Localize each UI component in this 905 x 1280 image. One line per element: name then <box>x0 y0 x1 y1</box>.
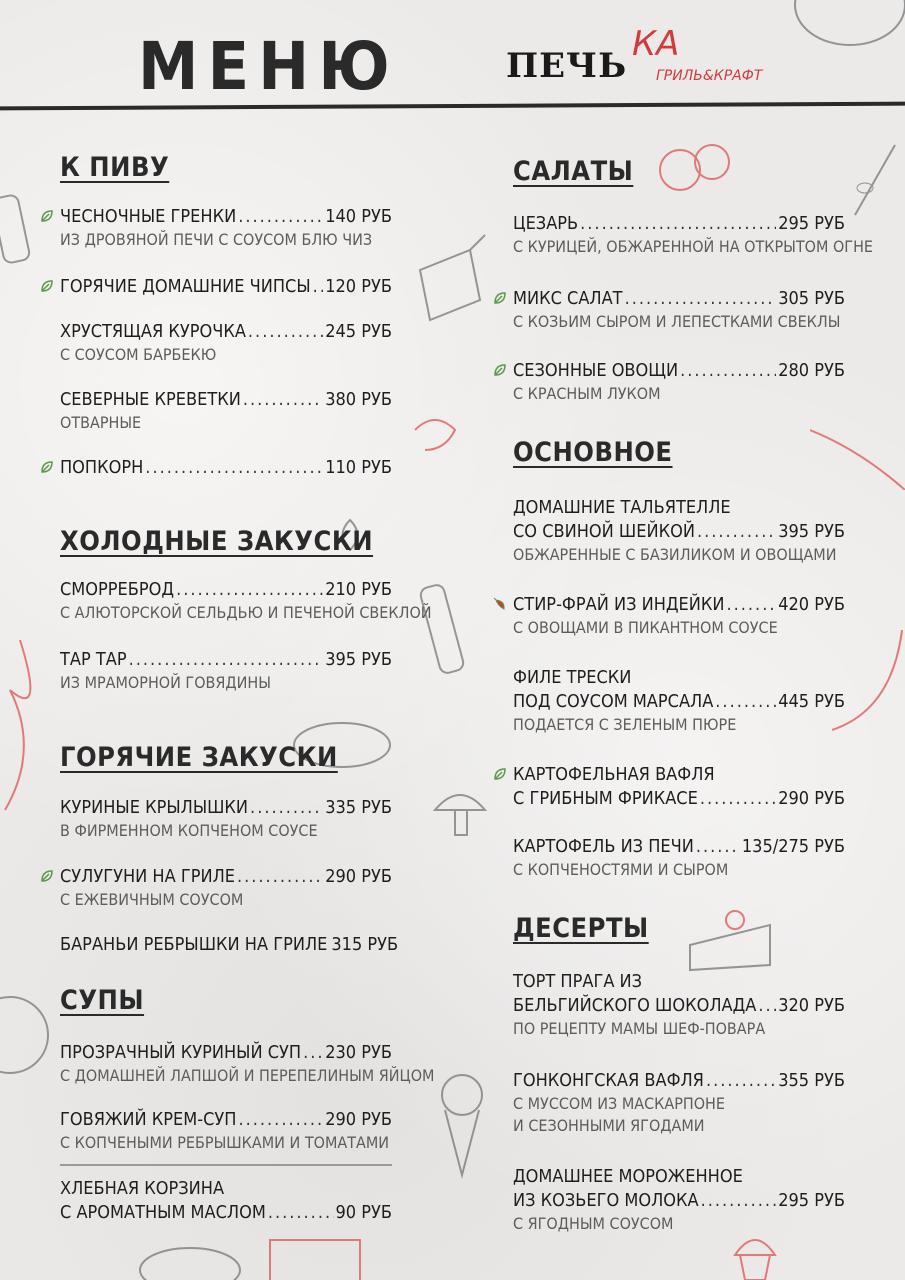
item-name: КАРТОФЕЛЬ ИЗ ПЕЧИ <box>513 836 694 857</box>
menu-item <box>60 388 392 434</box>
section-title-desserts: ДЕСЕРТЫ <box>513 913 649 944</box>
leader-dots <box>176 578 323 602</box>
menu-item <box>513 212 873 258</box>
item-price: 90 РУБ <box>335 1202 392 1223</box>
leaf-icon <box>40 209 54 223</box>
item-price: 290 РУБ <box>325 866 392 887</box>
item-description: ПОДАЕТСЯ С ЗЕЛЕНЫМ ПЮРЕ <box>513 715 737 734</box>
item-name: СЕЗОННЫЕ ОВОЩИ <box>513 360 679 381</box>
item-name: СТИР-ФРАЙ ИЗ ИНДЕЙКИ <box>513 594 725 615</box>
section-title-salads: САЛАТЫ <box>513 156 634 187</box>
item-price: 110 РУБ <box>325 457 392 478</box>
item-description: ИЗ ДРОВЯНОЙ ПЕЧИ С СОУСОМ БЛЮ ЧИЗ <box>60 230 373 249</box>
item-name-line1: ХЛЕБНАЯ КОРЗИНА <box>60 1178 225 1199</box>
brand-logo <box>506 24 763 86</box>
item-price: 210 РУБ <box>325 579 392 600</box>
item-description: С КОПЧЕНЫМИ РЕБРЫШКАМИ И ТОМАТАМИ <box>60 1133 390 1152</box>
leader-dots <box>237 865 323 889</box>
section-title-cold: ХОЛОДНЫЕ ЗАКУСКИ <box>60 526 374 557</box>
section-title-main: ОСНОВНОЕ <box>513 437 673 468</box>
logo-subtitle: ГРИЛЬ&КРАФТ <box>656 68 763 84</box>
item-price: 290 РУБ <box>325 1109 392 1130</box>
page-title: МЕНЮ <box>138 28 399 105</box>
item-name: ХРУСТЯЩАЯ КУРОЧКА <box>60 321 246 342</box>
item-name: БАРАНЬИ РЕБРЫШКИ НА ГРИЛЕ <box>60 934 328 955</box>
menu-item <box>60 1041 435 1087</box>
olive-branch-sketch <box>845 140 905 220</box>
item-description: И СЕЗОННЫМИ ЯГОДАМИ <box>513 1116 705 1135</box>
menu-item <box>513 970 845 1040</box>
menu-item <box>60 320 392 366</box>
item-price: 445 РУБ <box>778 691 845 712</box>
menu-item <box>513 287 845 333</box>
leader-dots <box>303 1041 323 1065</box>
item-price: 380 РУБ <box>325 389 392 410</box>
menu-item <box>60 205 392 251</box>
leader-dots <box>700 787 776 811</box>
item-name: ЧЕСНОЧНЫЕ ГРЕНКИ <box>60 206 237 227</box>
leaf-icon <box>493 767 507 781</box>
menu-item <box>513 763 845 811</box>
item-name: ПРОЗРАЧНЫЙ КУРИНЫЙ СУП <box>60 1042 302 1063</box>
item-price: 295 РУБ <box>778 213 845 234</box>
menu-item <box>60 1108 392 1154</box>
item-description: С КРАСНЫМ ЛУКОМ <box>513 384 661 403</box>
menu-item <box>60 456 392 480</box>
leaf-icon <box>493 291 507 305</box>
menu-item <box>60 1177 392 1225</box>
menu-item <box>513 1069 845 1137</box>
log-sketch <box>415 580 475 680</box>
item-name: СО СВИНОЙ ШЕЙКОЙ <box>513 521 695 542</box>
item-price: 420 РУБ <box>778 594 845 615</box>
shrimp-sketch <box>405 410 465 460</box>
item-price: 230 РУБ <box>325 1042 392 1063</box>
leader-dots <box>706 1069 776 1093</box>
item-description: С СОУСОМ БАРБЕКЮ <box>60 345 217 364</box>
leader-dots <box>696 835 740 859</box>
item-price: 295 РУБ <box>778 1190 845 1211</box>
item-name: ТАР ТАР <box>60 649 127 670</box>
menu-item <box>513 666 845 736</box>
menu-item <box>513 496 845 566</box>
leaf-icon <box>40 279 54 293</box>
item-name-line1: ТОРТ ПРАГА ИЗ <box>513 971 643 992</box>
leader-dots <box>680 359 776 383</box>
item-name: ИЗ КОЗЬЕГО МОЛОКА <box>513 1190 699 1211</box>
menu-item <box>60 865 392 911</box>
rosemary-sketch <box>810 420 905 490</box>
item-name: ГОВЯЖИЙ КРЕМ-СУП <box>60 1109 237 1130</box>
item-price: 320 РУБ <box>778 995 845 1016</box>
leader-dots <box>145 456 323 480</box>
item-description: С ЯГОДНЫМ СОУСОМ <box>513 1214 674 1233</box>
cutting-board-sketch <box>400 230 490 330</box>
item-name-line1: ДОМАШНЕЕ МОРОЖЕННОЕ <box>513 1166 743 1187</box>
logo-accent-text: КА <box>632 24 680 64</box>
item-name: ПОПКОРН <box>60 457 144 478</box>
egg-bowl-sketch <box>0 975 50 1105</box>
leaf-icon <box>493 363 507 377</box>
leader-dots <box>580 212 776 236</box>
leader-dots <box>250 796 323 820</box>
menu-item <box>60 578 432 624</box>
item-name: ГОРЯЧИЕ ДОМАШНИЕ ЧИПСЫ <box>60 276 311 297</box>
leader-dots <box>697 520 776 544</box>
menu-item <box>513 359 845 405</box>
section-divider <box>60 1164 392 1166</box>
leaf-icon <box>40 869 54 883</box>
leader-dots <box>701 1189 777 1213</box>
leader-dots <box>238 205 323 229</box>
section-title-beer: К ПИВУ <box>60 152 170 183</box>
menu-item <box>60 933 399 957</box>
item-description: ИЗ МРАМОРНОЙ ГОВЯДИНЫ <box>60 673 271 692</box>
item-price: 315 РУБ <box>331 934 399 955</box>
leader-dots <box>758 994 776 1018</box>
pizza-board-sketch <box>790 0 905 50</box>
header-divider <box>0 102 905 111</box>
item-price: 290 РУБ <box>778 788 845 809</box>
item-name-line1: ФИЛЕ ТРЕСКИ <box>513 667 632 688</box>
item-name: БЕЛЬГИЙСКОГО ШОКОЛАДА <box>513 995 757 1016</box>
item-name-line1: КАРТОФЕЛЬНАЯ ВАФЛЯ <box>513 764 715 785</box>
leader-dots <box>243 388 323 412</box>
item-price: 245 РУБ <box>325 321 392 342</box>
item-name-line1: ДОМАШНИЕ ТАЛЬЯТЕЛЛЕ <box>513 497 731 518</box>
leader-dots <box>625 287 777 311</box>
section-title-soups: СУПЫ <box>60 985 145 1016</box>
item-description: С ОВОЩАМИ В ПИКАНТНОМ СОУСЕ <box>513 618 778 637</box>
tomato-sketch <box>650 140 740 200</box>
item-price: 135/275 РУБ <box>741 836 845 857</box>
item-description: С ДОМАШНЕЙ ЛАПШОЙ И ПЕРЕПЕЛИНЫМ ЯЙЦОМ <box>60 1066 435 1085</box>
item-description: С МУССОМ ИЗ МАСКАРПОНЕ <box>513 1094 725 1113</box>
item-name: ГОНКОНГСКАЯ ВАФЛЯ <box>513 1070 704 1091</box>
item-price: 355 РУБ <box>778 1070 845 1091</box>
item-description: С КОЗЬИМ СЫРОМ И ЛЕПЕСТКАМИ СВЕКЛЫ <box>513 312 841 331</box>
bread-sketch <box>130 1225 370 1280</box>
leader-dots <box>238 1108 323 1132</box>
item-price: 335 РУБ <box>325 797 392 818</box>
item-name: МИКС САЛАТ <box>513 288 623 309</box>
menu-item <box>513 835 845 881</box>
leader-dots <box>715 690 776 714</box>
item-name: ПОД СОУСОМ МАРСАЛА <box>513 691 714 712</box>
logo-main-text: ПЕЧЬ <box>506 46 628 86</box>
ice-cream-sketch <box>435 1065 490 1180</box>
item-name: СУЛУГУНИ НА ГРИЛЕ <box>60 866 235 887</box>
item-price: 280 РУБ <box>778 360 845 381</box>
item-description: С КОПЧЕНОСТЯМИ И СЫРОМ <box>513 860 729 879</box>
item-description: ОТВАРНЫЕ <box>60 413 142 432</box>
fire-sketch <box>0 610 50 820</box>
item-name: ЦЕЗАРЬ <box>513 213 579 234</box>
mushroom-sketch <box>425 780 495 840</box>
item-price: 120 РУБ <box>325 276 392 297</box>
item-description: ПО РЕЦЕПТУ МАМЫ ШЕФ-ПОВАРА <box>513 1019 766 1038</box>
menu-item <box>513 1165 845 1235</box>
leaf-icon <box>40 460 54 474</box>
item-price: 305 РУБ <box>778 288 845 309</box>
item-description: С АЛЮТОРСКОЙ СЕЛЬДЬЮ И ПЕЧЕНОЙ СВЕКЛОЙ <box>60 603 432 622</box>
item-name: С АРОМАТНЫМ МАСЛОМ <box>60 1202 266 1223</box>
menu-item <box>60 648 392 694</box>
wood-log-sketch <box>0 190 34 270</box>
section-title-hot: ГОРЯЧИЕ ЗАКУСКИ <box>60 742 338 773</box>
item-description: С КУРИЦЕЙ, ОБЖАРЕННОЙ НА ОТКРЫТОМ ОГНЕ <box>513 237 873 256</box>
leader-dots <box>248 320 323 344</box>
menu-item <box>513 593 845 639</box>
item-name: С ГРИБНЫМ ФРИКАСЕ <box>513 788 698 809</box>
leader-dots <box>313 275 324 299</box>
menu-item <box>60 275 392 299</box>
item-price: 395 РУБ <box>325 649 392 670</box>
leader-dots <box>268 1201 334 1225</box>
item-description: С ЕЖЕВИЧНЫМ СОУСОМ <box>60 890 244 909</box>
item-price: 395 РУБ <box>778 521 845 542</box>
item-description: В ФИРМЕННОМ КОПЧЕНОМ СОУСЕ <box>60 821 318 840</box>
leader-dots <box>726 593 776 617</box>
item-description: ОБЖАРЕННЫЕ С БАЗИЛИКОМ И ОВОЩАМИ <box>513 545 837 564</box>
chili-icon <box>493 597 507 611</box>
leader-dots <box>129 648 324 672</box>
cake-sketch <box>685 895 780 975</box>
menu-item <box>60 796 392 842</box>
item-price: 140 РУБ <box>325 206 392 227</box>
item-name: СМОРРЕБРОД <box>60 579 175 600</box>
item-name: СЕВЕРНЫЕ КРЕВЕТКИ <box>60 389 241 410</box>
item-name: КУРИНЫЕ КРЫЛЫШКИ <box>60 797 249 818</box>
